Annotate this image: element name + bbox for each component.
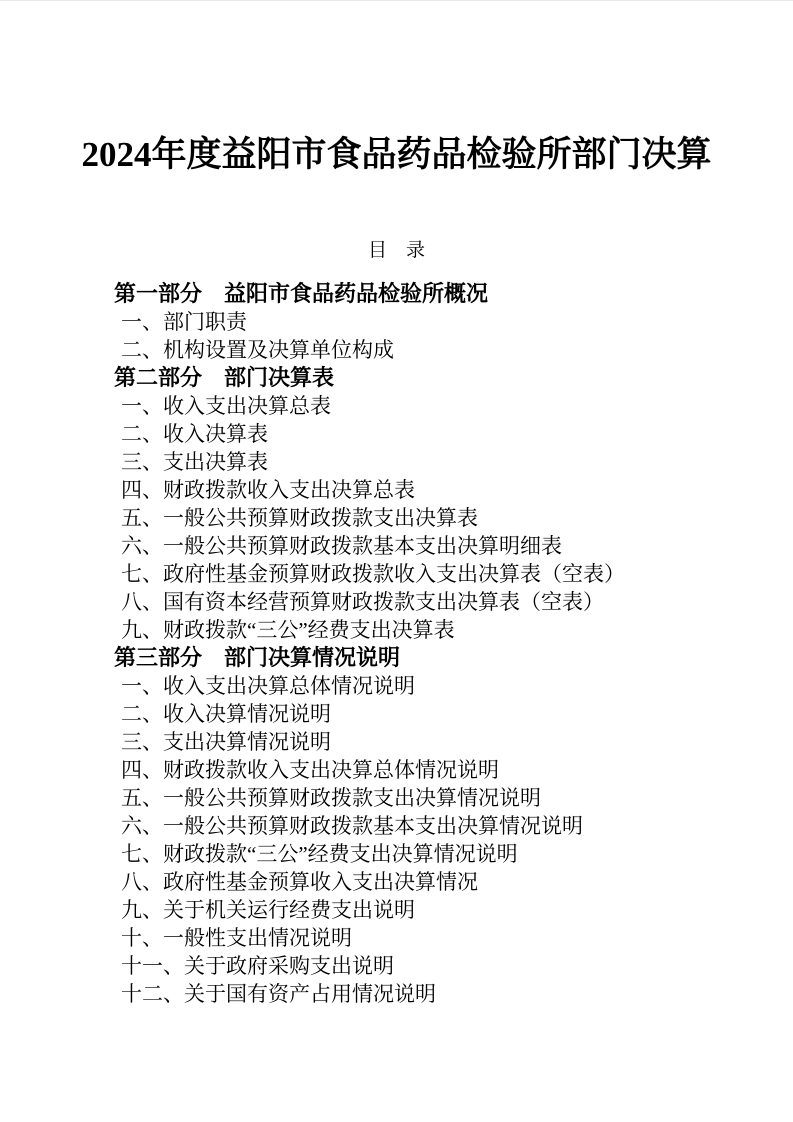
toc-item: 二、收入决算表 — [121, 422, 268, 446]
toc-item: 八、国有资本经营预算财政拨款支出决算表（空表） — [121, 590, 604, 614]
toc-item: 六、一般公共预算财政拨款基本支出决算明细表 — [121, 534, 562, 558]
toc-item: 五、一般公共预算财政拨款支出决算表 — [121, 506, 478, 530]
toc-title: 目 录 — [367, 240, 425, 261]
toc-item: 二、收入决算情况说明 — [121, 702, 331, 726]
toc-section-heading: 第二部分 部门决算表 — [114, 365, 335, 390]
toc-item: 六、一般公共预算财政拨款基本支出决算情况说明 — [121, 814, 583, 838]
toc-item: 一、收入支出决算总体情况说明 — [121, 674, 415, 698]
toc-item: 九、财政拨款“三公”经费支出决算表 — [121, 618, 455, 642]
table-of-contents — [0, 280, 793, 1008]
toc-section-heading: 第一部分 益阳市食品药品检验所概况 — [114, 281, 489, 306]
toc-item: 三、支出决算情况说明 — [121, 730, 331, 754]
toc-item: 五、一般公共预算财政拨款支出决算情况说明 — [121, 786, 541, 810]
toc-section-heading: 第三部分 部门决算情况说明 — [114, 645, 401, 670]
toc-item: 一、收入支出决算总表 — [121, 394, 331, 418]
toc-item: 四、财政拨款收入支出决算总体情况说明 — [121, 758, 499, 782]
toc-item: 一、部门职责 — [121, 310, 247, 334]
toc-item: 四、财政拨款收入支出决算总表 — [121, 478, 415, 502]
toc-item: 三、支出决算表 — [121, 450, 268, 474]
toc-item: 十、一般性支出情况说明 — [121, 926, 352, 950]
toc-item: 二、机构设置及决算单位构成 — [121, 338, 394, 362]
toc-item: 九、关于机关运行经费支出说明 — [121, 898, 415, 922]
toc-item: 八、政府性基金预算收入支出决算情况 — [121, 870, 478, 894]
document-title: 2024年度益阳市食品药品检验所部门决算 — [81, 135, 712, 174]
toc-item: 十二、关于国有资产占用情况说明 — [121, 982, 436, 1006]
toc-item: 十一、关于政府采购支出说明 — [121, 954, 394, 978]
toc-item: 七、政府性基金预算财政拨款收入支出决算表（空表） — [121, 562, 625, 586]
toc-item: 七、财政拨款“三公”经费支出决算情况说明 — [121, 842, 518, 866]
